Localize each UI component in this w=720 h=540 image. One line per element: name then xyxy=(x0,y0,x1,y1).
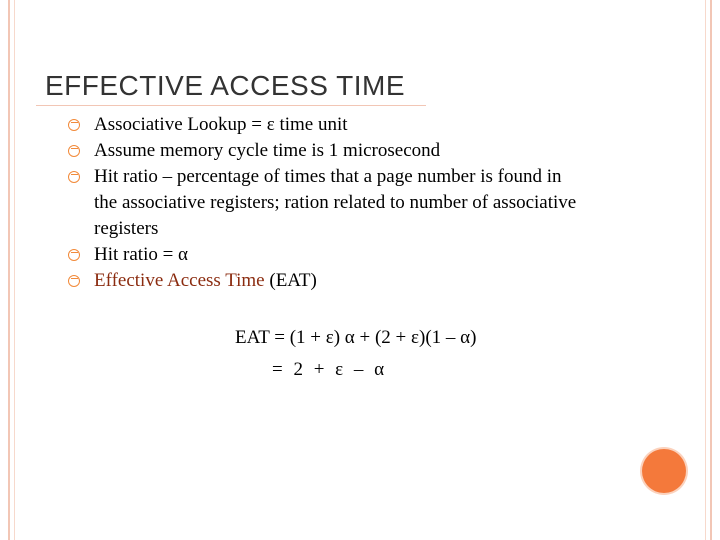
bullet-item xyxy=(68,268,588,294)
formula-line-2: = 2 + ε – α xyxy=(272,359,388,380)
slide-title: EFFECTIVE ACCESS TIME xyxy=(45,70,406,101)
bullet-circle-icon xyxy=(68,145,80,157)
bullet-circle-icon xyxy=(68,171,80,183)
bullet-item xyxy=(68,112,588,138)
bullet-text: Hit ratio – percentage of times that a page number is found in the associative registers; ration related to number of associative registers xyxy=(94,166,577,239)
bullet-circle-icon xyxy=(68,275,80,287)
bullet-text: Hit ratio = α xyxy=(94,244,189,265)
formula-line-1: EAT = (1 + ε) α + (2 + ε)(1 – α) xyxy=(235,327,477,348)
bullet-item xyxy=(68,138,588,164)
bullet-highlight-text: Effective Access Time xyxy=(94,270,265,291)
bullet-circle-icon xyxy=(68,249,80,261)
bullet-circle-icon xyxy=(68,119,80,131)
decorative-circle xyxy=(642,449,686,493)
bullet-list xyxy=(68,112,588,294)
bullet-text: Assume memory cycle time is 1 microsecond xyxy=(94,140,441,161)
bullet-item xyxy=(68,164,588,242)
bullet-text: (EAT) xyxy=(264,270,317,291)
title-underline xyxy=(36,105,426,106)
bullet-item xyxy=(68,242,588,268)
bullet-text: Associative Lookup = ε time unit xyxy=(94,114,348,135)
